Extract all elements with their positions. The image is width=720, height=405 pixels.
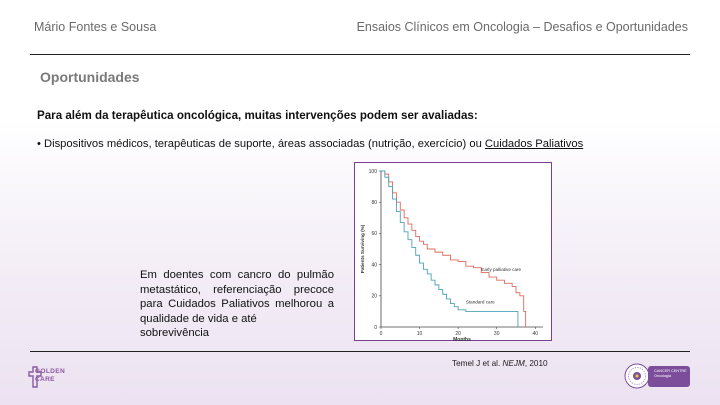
x-axis-label: Months — [453, 337, 471, 343]
study-summary — [140, 268, 334, 341]
chart-axes — [379, 171, 543, 329]
survival-chart-svg — [355, 163, 550, 343]
badge-line2: Oncologia — [654, 374, 672, 378]
survival-chart — [354, 162, 552, 341]
cancer-centre-logo — [624, 363, 690, 389]
golden-care-line1: GOLDEN — [35, 368, 66, 375]
header-divider — [30, 54, 690, 55]
x-tick-label: 0 — [379, 331, 383, 337]
bullet-item — [37, 138, 583, 150]
x-tick-label: 40 — [532, 331, 539, 337]
bullet-text: • Dispositivos médicos, terapêuticas de suporte, áreas associadas (nutrição, exercício) ou — [37, 138, 485, 150]
presentation-title: Ensaios Clínicos em Oncologia – Desafios e Oportunidades — [356, 20, 688, 34]
y-tick-label: 20 — [371, 293, 377, 300]
cancer-centre-badge — [648, 366, 690, 387]
y-tick-label: 0 — [374, 324, 377, 331]
lead-statement: Para além da terapêutica oncológica, muitas intervenções podem ser avaliadas: — [37, 109, 478, 122]
citation-authors: Temel J et al. — [452, 359, 501, 368]
citation-journal: NEJM — [502, 359, 525, 368]
series-line-1 — [381, 171, 518, 327]
citation — [452, 359, 548, 368]
palliative-care-link[interactable]: Cuidados Paliativos — [484, 138, 584, 150]
golden-care-logo — [29, 364, 73, 392]
study-summary-last-line: sobrevivência — [140, 327, 210, 340]
x-tick-label: 10 — [416, 331, 423, 337]
y-tick-label: 60 — [371, 231, 377, 238]
chart-labels — [360, 169, 538, 343]
golden-care-line2: CARE — [35, 376, 55, 383]
chart-curves — [381, 171, 526, 327]
citation-year: , 2010 — [524, 359, 548, 368]
study-summary-body: Em doentes com cancro do pulmão metastático, referenciação precoce para Cuidados Paliativos melhorou a qualidade de vida e até — [140, 269, 334, 325]
footer-divider — [30, 351, 690, 352]
y-tick-label: 40 — [371, 262, 377, 269]
x-tick-label: 20 — [455, 331, 461, 337]
y-tick-label: 100 — [368, 168, 377, 175]
author-name: Mário Fontes e Sousa — [34, 20, 157, 34]
legend-standard-care: Standard care — [465, 299, 495, 305]
y-axis-label: Patients Surviving (%) — [360, 224, 365, 274]
section-title: Oportunidades — [40, 69, 140, 85]
golden-care-wordmark — [35, 368, 65, 384]
x-tick-label: 30 — [493, 331, 500, 337]
y-tick-label: 80 — [371, 200, 377, 206]
legend-early-palliative-care: Early palliative care — [481, 266, 522, 272]
badge-line1: CANCER CENTRE — [654, 369, 687, 373]
institution-seal-icon — [624, 363, 650, 389]
